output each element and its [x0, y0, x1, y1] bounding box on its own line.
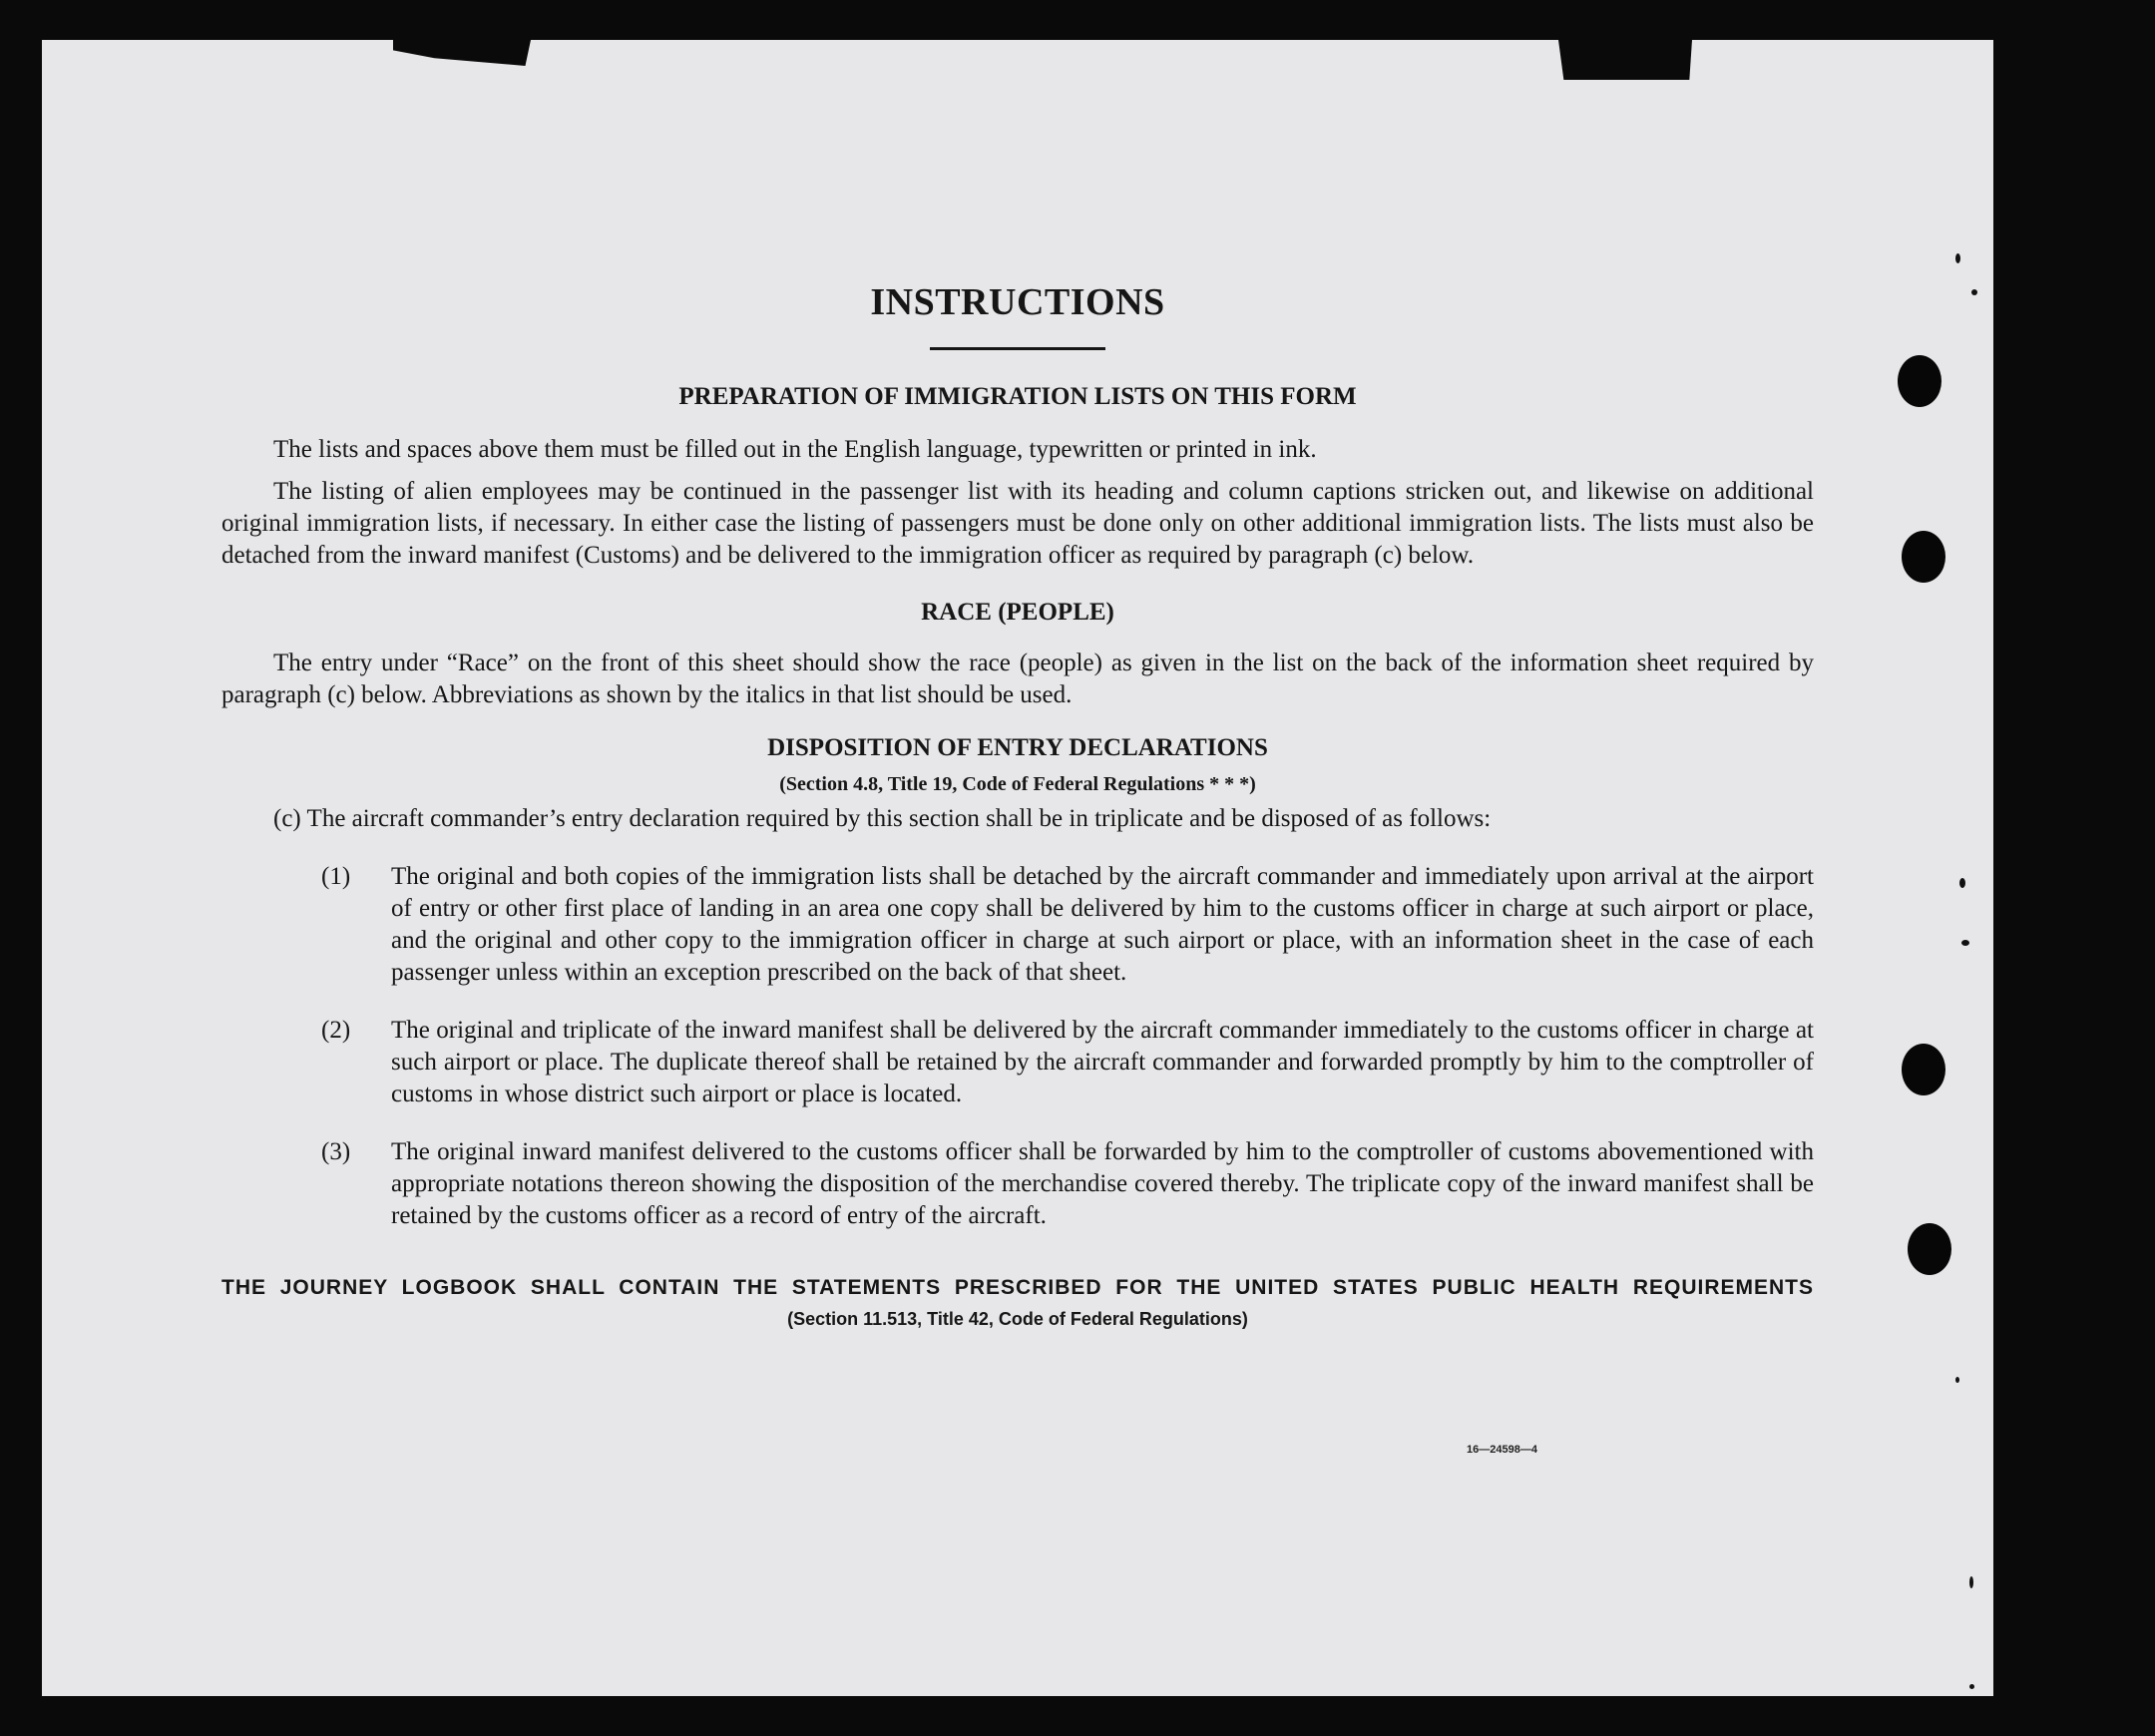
- binder-hole: [1908, 1223, 1951, 1275]
- binder-hole: [1898, 355, 1941, 407]
- binder-hole: [1902, 1044, 1945, 1095]
- top-tab-left: [393, 40, 531, 66]
- list-item-text: The original inward manifest delivered to the customs officer shall be forwarded by him to the comptroller of customs abovementioned with appropriate notations thereon showing the disposition of the merchandise covered thereby. The triplicate copy of the inward manifest shall be retained by the customs officer as a record of entry of the aircraft.: [391, 1138, 1814, 1229]
- binder-hole: [1902, 531, 1945, 583]
- top-tab-right: [1558, 40, 1692, 80]
- paragraph: The entry under “Race” on the front of this sheet should show the race (people) as given in the list on the back of the information sheet required by paragraph (c) below. Abbreviations as shown by the italics in that list should be used.: [221, 650, 1814, 708]
- list-item-number: (2): [321, 1017, 351, 1044]
- list-item-text: The original and both copies of the immigration lists shall be detached by the aircraft commander and immediately upon arrival at the airport of entry or other first place of landing in an area one copy shall be delivered by him to the customs officer in charge at such airport or place, and the original and other copy to the immigration officer in charge at such airport or place, with an information sheet in the case of each passenger unless within an exception prescribed on the back of that sheet.: [391, 863, 1814, 986]
- footer-statement: THE JOURNEY LOGBOOK SHALL CONTAIN THE STATEMENTS PRESCRIBED FOR THE UNITED STATES PUBLIC HEALTH REQUIREMENTS: [221, 1276, 1814, 1299]
- form-number: 16—24598—4: [1467, 1444, 1537, 1456]
- paragraph: The listing of alien employees may be continued in the passenger list with its heading and column captions stricken out, and likewise on additional original immigration lists, if necessary. In either case the listing of passengers must be done only on other additional immigration lists. The lists must also be detached from the inward manifest (Customs) and be delivered to the immigration officer as required by paragraph (c) below.: [221, 478, 1814, 569]
- speck: [1971, 289, 1977, 295]
- section-heading-disposition: DISPOSITION OF ENTRY DECLARATIONS: [767, 734, 1268, 761]
- list-item-text: The original and triplicate of the inward manifest shall be delivered by the aircraft commander immediately to the customs officer in charge at such airport or place. The duplicate thereof shall be retained by the aircraft commander and forwarded promptly by him to the comptroller of customs in whose district such airport or place is located.: [391, 1017, 1814, 1107]
- speck: [1955, 1377, 1959, 1383]
- speck: [1961, 940, 1969, 946]
- list-item: [221, 861, 1814, 989]
- section-subheading-citation: (Section 4.8, Title 19, Code of Federal Regulations * * *): [779, 773, 1256, 795]
- instructions-content: [221, 269, 1814, 1332]
- list-item-number: (3): [321, 1138, 351, 1165]
- section-heading-race: RACE (PEOPLE): [921, 599, 1114, 626]
- speck: [1955, 253, 1960, 263]
- speck: [1969, 1576, 1973, 1588]
- footer-citation: (Section 11.513, Title 42, Code of Federal Regulations): [787, 1309, 1248, 1329]
- speck: [1959, 878, 1965, 888]
- section-heading-preparation: PREPARATION OF IMMIGRATION LISTS ON THIS FORM: [678, 383, 1357, 410]
- paragraph: The lists and spaces above them must be filled out in the English language, typewritten or printed in ink.: [273, 436, 1317, 463]
- paragraph-intro: (c) The aircraft commander’s entry declaration required by this section shall be in triplicate and be disposed of as follows:: [273, 805, 1492, 832]
- speck: [1969, 1684, 1974, 1689]
- title-underline: [930, 347, 1105, 350]
- page-title: INSTRUCTIONS: [870, 281, 1165, 323]
- list-item: [221, 1015, 1814, 1110]
- list-item-number: (1): [321, 863, 351, 890]
- list-item: [221, 1136, 1814, 1232]
